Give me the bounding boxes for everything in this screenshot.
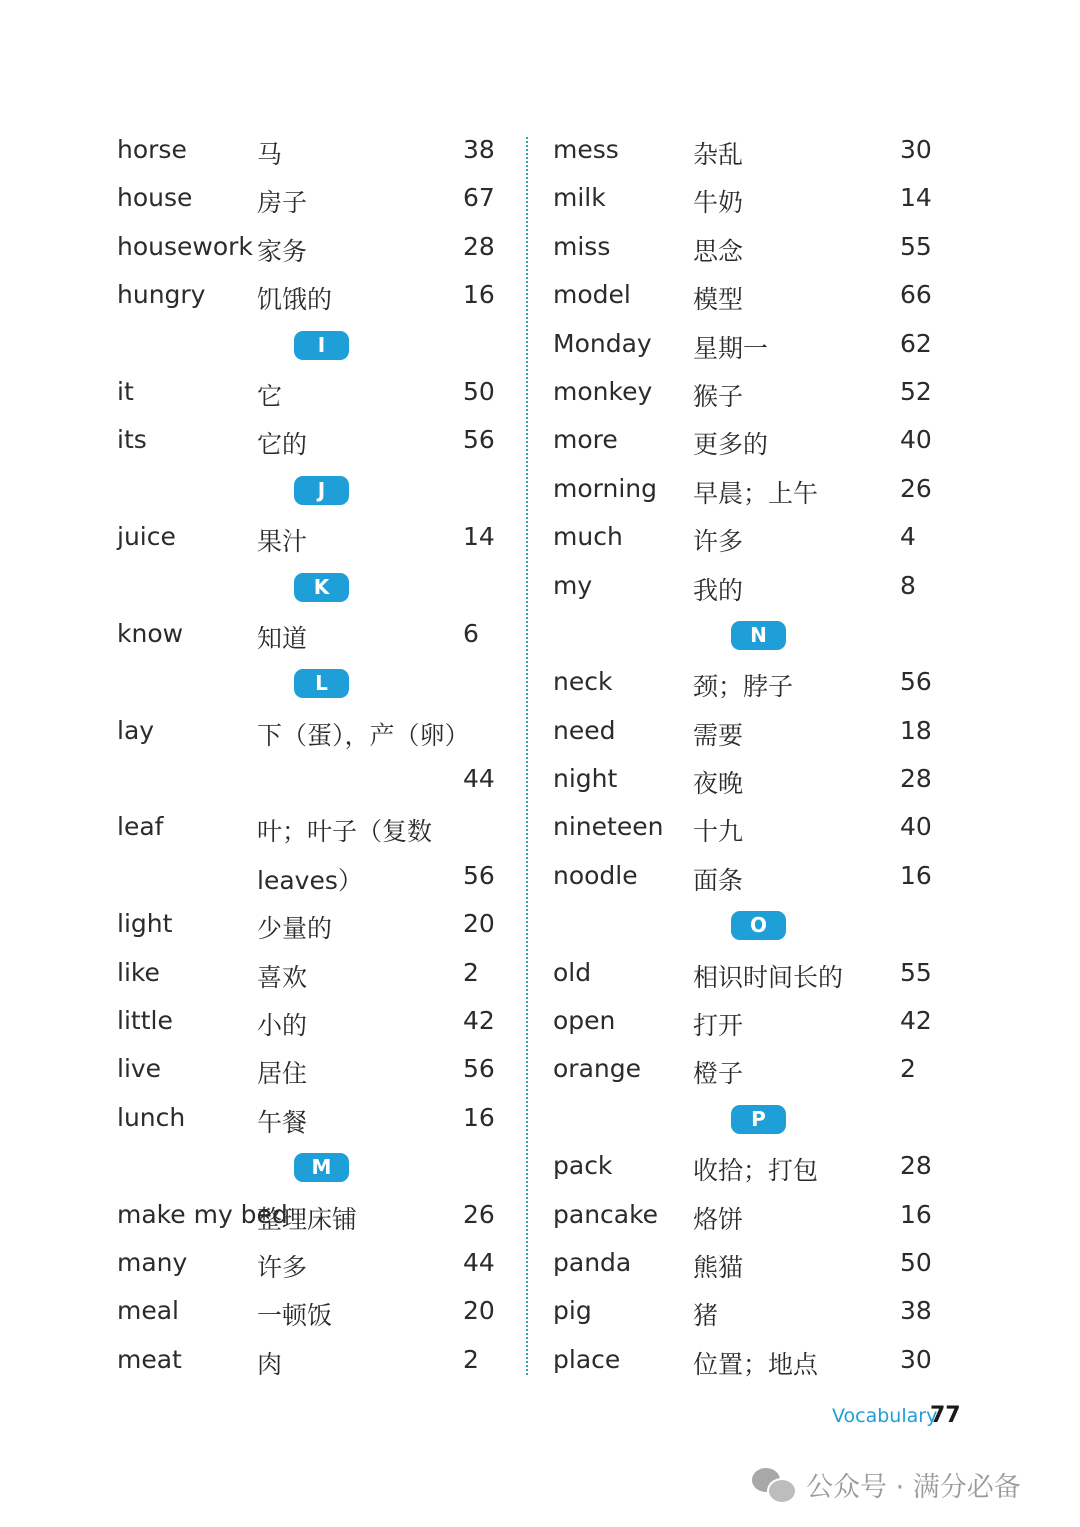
letter-header-row — [117, 563, 517, 611]
chinese-meaning: leaves） — [257, 865, 363, 895]
vocab-entry — [117, 853, 517, 901]
vocab-word: live — [117, 1054, 162, 1084]
page-reference: 30 — [900, 1344, 932, 1374]
vocab-word: monkey — [553, 376, 653, 406]
vocab-word: meat — [117, 1344, 182, 1374]
vocab-word: like — [117, 957, 160, 987]
page-reference: 38 — [900, 1296, 932, 1326]
vocab-entry — [553, 369, 953, 417]
vocab-word: know — [117, 618, 184, 648]
vocab-word: mess — [553, 135, 619, 164]
vocab-word: pancake — [553, 1199, 659, 1229]
chinese-meaning: 一顿饭 — [257, 1301, 333, 1331]
chinese-meaning: 我的 — [693, 575, 744, 605]
page-reference: 26 — [463, 1199, 495, 1229]
vocab-entry — [117, 1240, 517, 1288]
page-reference: 56 — [463, 1054, 495, 1084]
page-reference: 18 — [900, 715, 932, 745]
letter-badge: I — [294, 331, 349, 360]
page-reference: 55 — [900, 231, 932, 261]
chinese-meaning: 它 — [257, 381, 283, 411]
chinese-meaning: 房子 — [257, 188, 308, 218]
page-reference: 28 — [900, 1151, 932, 1181]
vocab-word: much — [553, 522, 623, 552]
chinese-meaning: 猪 — [693, 1301, 719, 1331]
vocab-word: panda — [553, 1247, 632, 1277]
vocab-word: hungry — [117, 280, 206, 310]
vocab-entry — [117, 1095, 517, 1143]
vocab-word: many — [117, 1247, 188, 1277]
vocab-entry — [117, 127, 517, 175]
chinese-meaning: 思念 — [693, 236, 744, 266]
vocab-entry — [553, 1192, 953, 1240]
chinese-meaning: 少量的 — [257, 914, 333, 944]
chinese-meaning: 面条 — [693, 865, 744, 895]
vocab-word: leaf — [117, 812, 164, 842]
vocab-word: orange — [553, 1054, 641, 1084]
letter-header-row — [117, 321, 517, 369]
vocab-word: Monday — [553, 328, 652, 358]
letter-badge: P — [731, 1105, 786, 1134]
vocab-entry — [117, 611, 517, 659]
chinese-meaning: 居住 — [257, 1059, 308, 1089]
chinese-meaning: 整理床铺 — [257, 1204, 358, 1234]
wechat-icon — [752, 1466, 796, 1502]
vocab-word: lay — [117, 715, 155, 745]
chinese-meaning: 果汁 — [257, 527, 308, 557]
vocab-entry — [117, 224, 517, 272]
chinese-meaning: 早晨；上午 — [693, 478, 819, 508]
chinese-meaning: 杂乱 — [693, 140, 744, 169]
page-reference: 2 — [463, 957, 479, 987]
page-reference: 26 — [900, 473, 932, 503]
letter-header-row — [117, 466, 517, 514]
chinese-meaning: 知道 — [257, 623, 308, 653]
vocab-word: lunch — [117, 1102, 186, 1132]
chinese-meaning: 马 — [257, 140, 283, 169]
vocab-word: need — [553, 715, 616, 745]
chinese-meaning: 烙饼 — [693, 1204, 744, 1234]
page-reference: 2 — [900, 1054, 916, 1084]
page-reference: 67 — [463, 183, 495, 213]
vocab-entry — [117, 1046, 517, 1094]
vocab-entry — [553, 466, 953, 514]
page-reference: 6 — [463, 618, 479, 648]
chinese-meaning: 它的 — [257, 430, 308, 460]
vocab-word: pig — [553, 1296, 592, 1326]
page-reference: 56 — [900, 667, 932, 697]
chinese-meaning: 喜欢 — [257, 962, 308, 992]
page-reference: 42 — [463, 1006, 495, 1036]
vocab-word: light — [117, 909, 173, 939]
vocab-entry — [117, 756, 517, 804]
vocab-word: make my bed — [117, 1199, 288, 1229]
letter-badge: O — [731, 911, 786, 940]
vocab-word: miss — [553, 231, 611, 261]
page-reference: 55 — [900, 957, 932, 987]
chinese-meaning: 熊猫 — [693, 1252, 744, 1282]
chinese-meaning: 位置；地点 — [693, 1349, 819, 1379]
vocab-entry — [553, 853, 953, 901]
chinese-meaning: 橙子 — [693, 1059, 744, 1089]
chinese-meaning: 模型 — [693, 285, 744, 315]
vocab-entry — [553, 417, 953, 465]
vocab-word: model — [553, 280, 631, 310]
vocab-word: more — [553, 425, 618, 455]
page-reference: 20 — [463, 909, 495, 939]
page-reference: 16 — [463, 280, 495, 310]
vocab-entry — [553, 224, 953, 272]
page-reference: 14 — [900, 183, 932, 213]
right-vocab-column — [553, 127, 953, 1385]
vocab-entry — [553, 1240, 953, 1288]
letter-badge: L — [294, 669, 349, 698]
vocab-entry — [553, 756, 953, 804]
page-reference: 50 — [900, 1247, 932, 1277]
page-number: 77 — [930, 1403, 961, 1428]
vocab-entry — [553, 708, 953, 756]
page-reference: 14 — [463, 522, 495, 552]
vocab-entry — [117, 514, 517, 562]
vocab-word: its — [117, 425, 147, 455]
vocab-word: house — [117, 183, 193, 213]
page-reference: 28 — [463, 231, 495, 261]
vocab-entry — [117, 1288, 517, 1336]
page-reference: 20 — [463, 1296, 495, 1326]
chinese-meaning: 下（蛋），产（卵） — [257, 720, 470, 750]
vocab-word: neck — [553, 667, 613, 697]
chinese-meaning: 许多 — [693, 527, 744, 557]
vocab-word: noodle — [553, 860, 638, 890]
left-vocab-column — [117, 127, 517, 1385]
page-reference: 28 — [900, 764, 932, 794]
page-reference: 8 — [900, 570, 916, 600]
watermark — [752, 1462, 1021, 1506]
page-reference: 16 — [900, 1199, 932, 1229]
page-reference: 40 — [900, 425, 932, 455]
chinese-meaning: 猴子 — [693, 381, 744, 411]
vocab-word: housework — [117, 231, 253, 261]
vocab-entry — [553, 127, 953, 175]
chinese-meaning: 十九 — [693, 817, 744, 847]
vocab-entry — [553, 950, 953, 998]
letter-header-row — [553, 611, 953, 659]
vocab-entry — [117, 950, 517, 998]
vocab-word: pack — [553, 1151, 613, 1181]
page-reference: 56 — [463, 860, 495, 890]
column-divider — [526, 137, 528, 1375]
chinese-meaning: 打开 — [693, 1011, 744, 1041]
page-reference: 30 — [900, 135, 932, 164]
chinese-meaning: 夜晚 — [693, 769, 744, 799]
vocab-word: night — [553, 764, 618, 794]
vocab-word: morning — [553, 473, 657, 503]
chinese-meaning: 叶；叶子（复数 — [257, 817, 433, 847]
vocab-entry — [117, 804, 517, 852]
page-reference: 50 — [463, 376, 495, 406]
letter-header-row — [553, 1095, 953, 1143]
vocab-entry — [553, 563, 953, 611]
vocab-word: horse — [117, 135, 187, 164]
page-reference: 40 — [900, 812, 932, 842]
page-reference: 44 — [463, 764, 495, 794]
vocab-entry — [553, 1288, 953, 1336]
page-reference: 52 — [900, 376, 932, 406]
vocab-word: juice — [117, 522, 176, 552]
vocab-word: place — [553, 1344, 621, 1374]
chinese-meaning: 家务 — [257, 236, 308, 266]
page-reference: 62 — [900, 328, 932, 358]
chinese-meaning: 颈；脖子 — [693, 672, 794, 702]
vocab-entry — [117, 417, 517, 465]
chinese-meaning: 午餐 — [257, 1107, 308, 1137]
page-reference: 38 — [463, 135, 495, 164]
vocab-word: meal — [117, 1296, 179, 1326]
chinese-meaning: 小的 — [257, 1011, 308, 1041]
vocab-entry — [553, 659, 953, 707]
page-reference: 4 — [900, 522, 916, 552]
chinese-meaning: 许多 — [257, 1252, 308, 1282]
letter-header-row — [117, 659, 517, 707]
letter-badge: N — [731, 621, 786, 650]
page-reference: 16 — [463, 1102, 495, 1132]
page-reference: 16 — [900, 860, 932, 890]
page-reference: 66 — [900, 280, 932, 310]
vocab-entry — [117, 998, 517, 1046]
vocab-entry — [553, 272, 953, 320]
vocab-entry — [553, 804, 953, 852]
letter-badge: M — [294, 1153, 349, 1182]
vocab-entry — [117, 901, 517, 949]
chinese-meaning: 更多的 — [693, 430, 769, 460]
vocab-word: it — [117, 376, 134, 406]
chinese-meaning: 饥饿的 — [257, 285, 333, 315]
letter-header-row — [117, 1143, 517, 1191]
vocab-entry — [117, 1192, 517, 1240]
vocab-word: old — [553, 957, 592, 987]
chinese-meaning: 收拾；打包 — [693, 1156, 819, 1186]
vocab-entry — [553, 1143, 953, 1191]
chinese-meaning: 需要 — [693, 720, 744, 750]
watermark-text: 公众号 · 满分必备 — [806, 1471, 1021, 1503]
chinese-meaning: 相识时间长的 — [693, 962, 844, 992]
vocab-word: nineteen — [553, 812, 664, 842]
vocab-word: milk — [553, 183, 606, 213]
letter-badge: K — [294, 573, 349, 602]
vocab-entry — [553, 1046, 953, 1094]
vocab-entry — [117, 369, 517, 417]
vocab-entry — [117, 708, 517, 756]
vocab-entry — [117, 272, 517, 320]
letter-badge: J — [294, 476, 349, 505]
vocab-entry — [117, 1337, 517, 1385]
page-reference: 42 — [900, 1006, 932, 1036]
page-reference: 2 — [463, 1344, 479, 1374]
vocab-word: little — [117, 1006, 173, 1036]
vocab-entry — [553, 321, 953, 369]
page-reference: 44 — [463, 1247, 495, 1277]
vocab-entry — [117, 175, 517, 223]
footer-section-label: Vocabulary — [832, 1405, 938, 1427]
chinese-meaning: 牛奶 — [693, 188, 744, 218]
chinese-meaning: 肉 — [257, 1349, 283, 1379]
vocab-entry — [553, 175, 953, 223]
page-reference: 56 — [463, 425, 495, 455]
vocab-word: my — [553, 570, 593, 600]
chinese-meaning: 星期一 — [693, 333, 769, 363]
letter-header-row — [553, 901, 953, 949]
vocab-word: open — [553, 1006, 616, 1036]
vocab-entry — [553, 514, 953, 562]
vocab-entry — [553, 998, 953, 1046]
vocab-entry — [553, 1337, 953, 1385]
